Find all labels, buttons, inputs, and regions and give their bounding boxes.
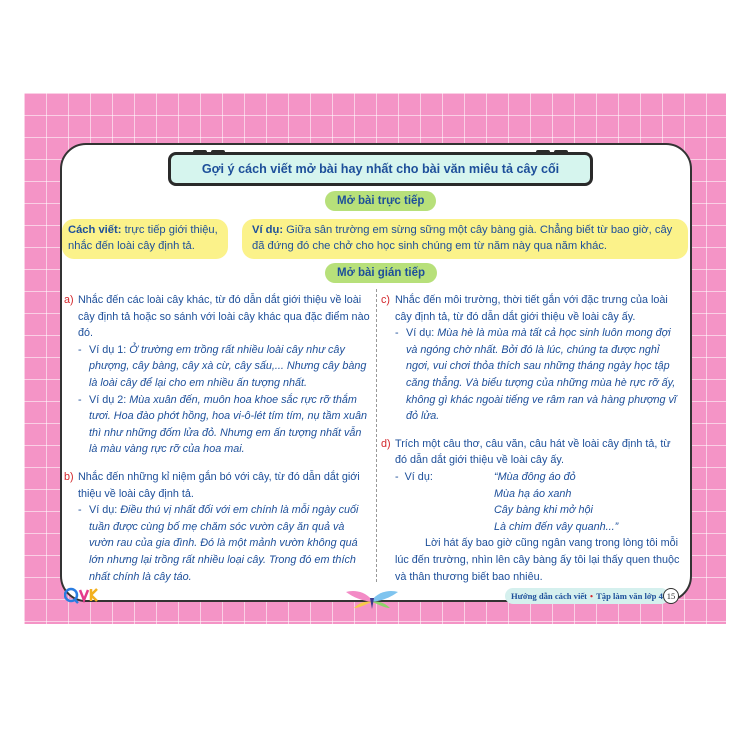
item-c-letter: c)	[381, 294, 390, 306]
item-d-after: Lời hát ấy bao giờ cũng ngân vang trong lòng tôi mỗi lúc đến trường, nhìn lên cây bàng ấy tôi lại thấy quen thuộc và thân thương biết bao nhiêu.	[395, 537, 680, 583]
item-c-example: - Ví dụ: Mùa hè là mùa mà tất cả học sinh luôn mong đợi và ngóng chờ nhất. Bởi đó là lúc, chúng ta được nghỉ ngơi, vui chơi thỏa thích sau những tháng ngày học tập căng thẳng. Và biểu tượng của những mùa hè rực rỡ ấy, không gì khác ngoài tiếng ve râm ran và hàng phượng vĩ đỏ lửa.	[395, 327, 677, 423]
poem-line: Cây bàng khi mở hội	[494, 504, 593, 517]
footer-label	[505, 588, 669, 604]
item-a-example-2: - Ví dụ 2: Mùa xuân đến, muôn hoa khoe sắc rực rỡ thắm tươi. Hoa đào phớt hồng, hoa vi-ô-lét tím tím, nụ tầm xuân thì như những đốm lửa đỏ. Nhưng em ấn tượng nhất vẫn là màu vàng rực rỡ của hoa mai.	[78, 393, 367, 456]
method-label: Cách viết:	[68, 224, 122, 236]
example-label: Ví dụ:	[252, 224, 284, 236]
item-a-text: Nhắc đến các loài cây khác, từ đó dẫn dắt giới thiệu về loài cây định tả hoặc so sánh với loài cây khác qua đặc điểm nào đó.	[78, 294, 370, 340]
wings-ornament-icon	[344, 588, 400, 610]
item-d	[381, 436, 683, 469]
item-a-example-1: - Ví dụ 1: Ở trường em trồng rất nhiều loài cây như cây phượng, cây bàng, cây xà cừ, cây sấu,... Nhưng cây bàng là loài cây để lại cho em nhiều ấn tượng nhất.	[78, 343, 367, 389]
direct-heading: Mở bài trực tiếp	[325, 191, 436, 211]
item-c	[381, 292, 683, 325]
left-column	[64, 292, 370, 585]
page-title-text: Gợi ý cách viết mở bài hay nhất cho bài văn miêu tả cây cối	[201, 162, 560, 176]
footer-left: Hướng dẫn cách viết	[511, 591, 588, 601]
item-c-text: Nhắc đến môi trường, thời tiết gắn với đặc trưng của loài cây định tả, từ đó dẫn dắt giới thiệu về loài cây ấy.	[395, 294, 668, 323]
item-a-letter: a)	[64, 294, 74, 306]
item-d-text: Trích một câu thơ, câu văn, câu hát về loài cây định tả, từ đó dẫn dắt giới thiệu về loài cây ấy.	[395, 437, 671, 467]
footer-sep: •	[590, 591, 594, 601]
indirect-heading: Mở bài gián tiếp	[325, 263, 437, 283]
item-d-letter: d)	[381, 437, 391, 450]
item-b	[64, 469, 370, 502]
item-b-example: - Ví dụ: Điều thú vị nhất đối với em chính là mỗi ngày cuối tuần được cùng bố mẹ chăm sóc vườn cây ăn quả và vườn rau của gia đình. Đó là một mảnh vườn không quá lớn nhưng lại trồng rất nhiều loại cây. Trong đó em thích nhất chính là cây táo.	[78, 504, 359, 583]
page-number: 15	[663, 588, 679, 604]
item-b-text: Nhắc đến những kỉ niệm gắn bó với cây, từ đó dẫn dắt giới thiệu về loài cây định tả.	[78, 470, 360, 500]
footer-right: Tập làm văn lớp 4	[596, 591, 663, 601]
example-text: Giữa sân trường em sừng sững một cây bàng già. Chẳng biết từ bao giờ, cây đã đứng đó che chở cho học sinh chúng em từ năm này qua năm khác.	[252, 224, 673, 252]
poem-line: Mùa hạ áo xanh	[494, 487, 572, 500]
method-text: trực tiếp giới thiệu, nhắc đến loài cây định tả.	[68, 224, 218, 252]
item-b-letter: b)	[64, 470, 74, 483]
publisher-logo-icon	[64, 586, 100, 604]
item-a	[64, 292, 370, 342]
page-title	[168, 152, 593, 186]
poem-line: “Mùa đông áo đỏ	[494, 470, 576, 483]
column-divider	[376, 289, 377, 582]
direct-method-box	[62, 219, 228, 259]
poem-line: Là chim đến vây quanh...”	[494, 520, 619, 533]
direct-example-box	[242, 219, 688, 259]
right-column	[381, 292, 683, 585]
item-d-poem: - Ví dụ: “Mùa đông áo đỏ Mùa hạ áo xanh Cây bàng khi mở hội Là chim đến vây quanh...”	[381, 469, 683, 535]
